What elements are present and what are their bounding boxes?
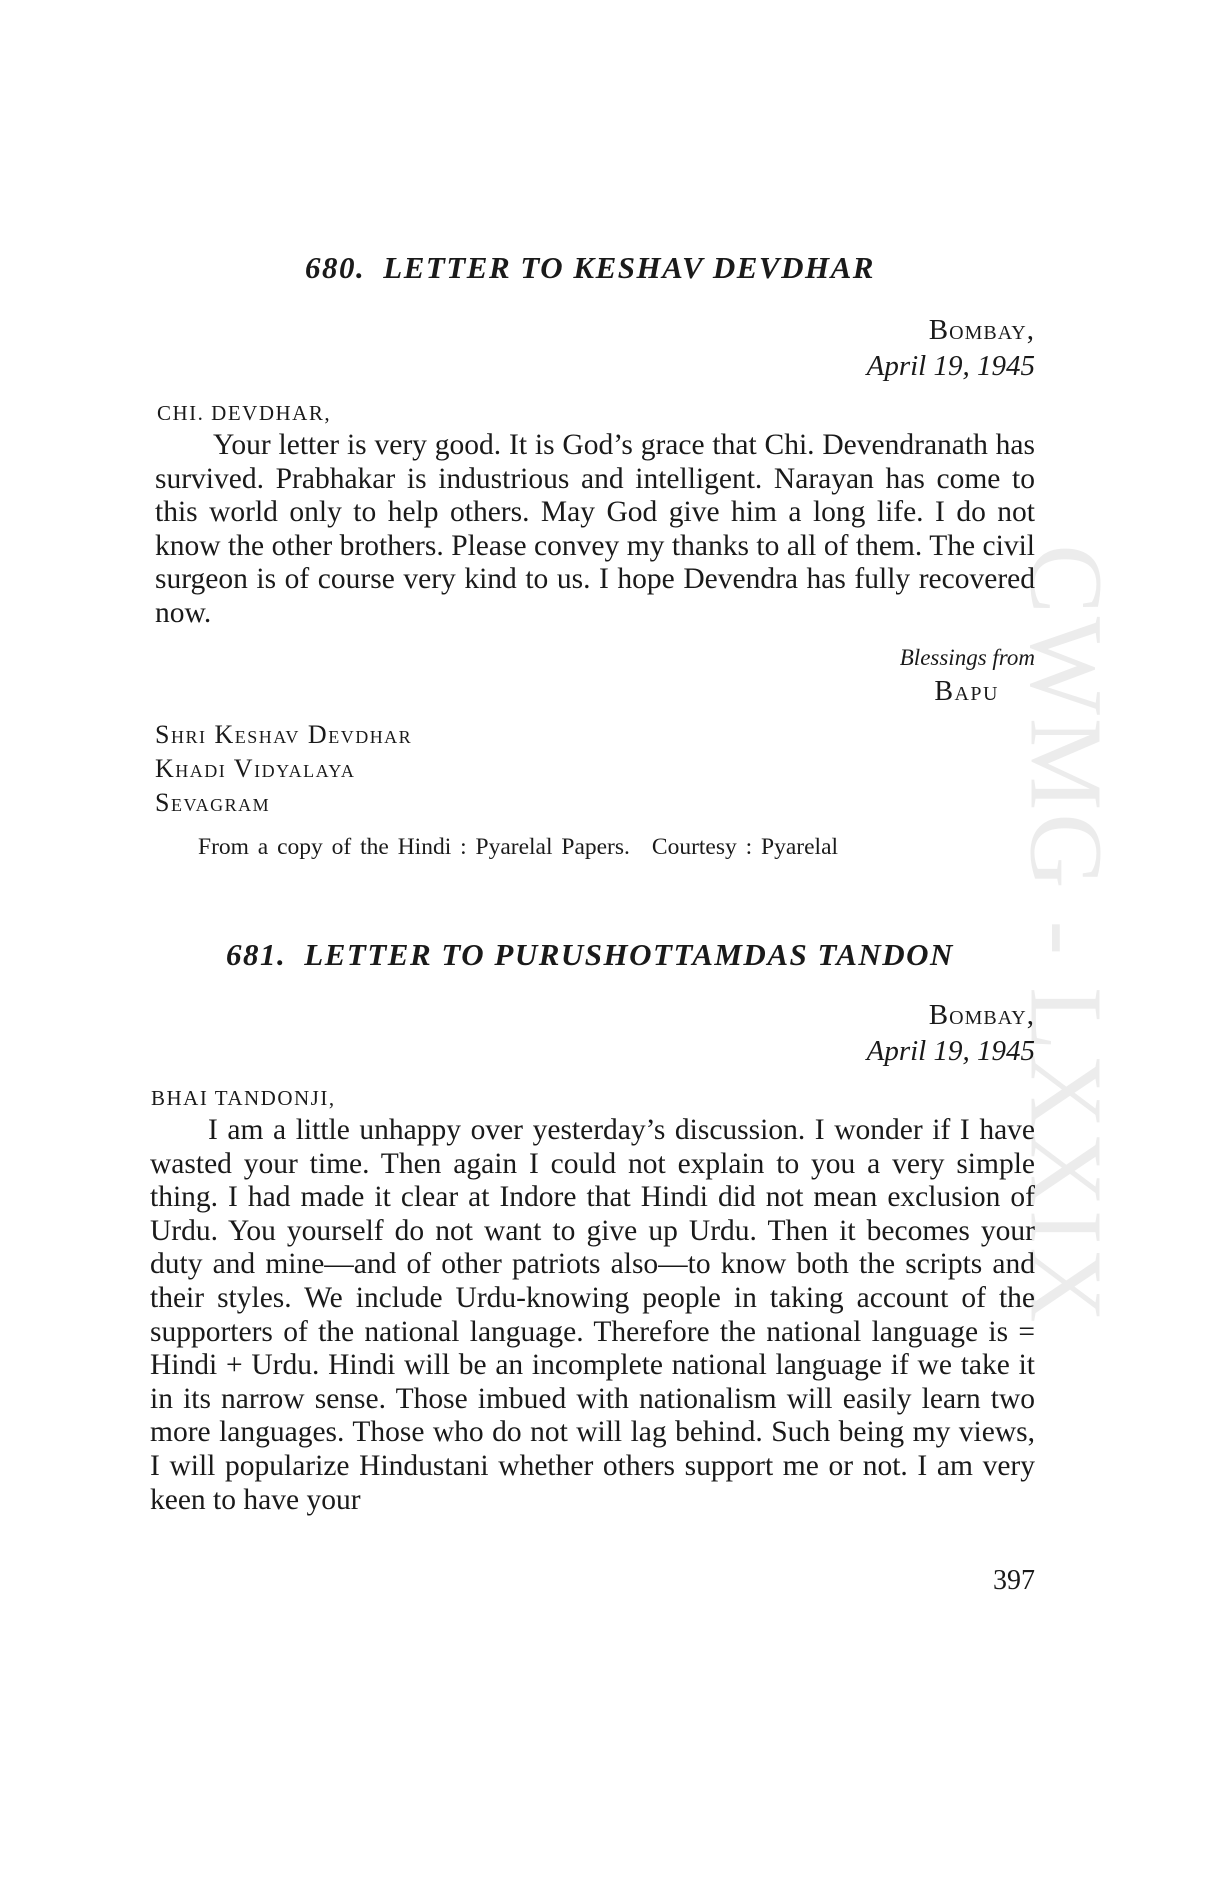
letter-681-place: Bombay, — [928, 999, 1035, 1031]
letter-680-address — [155, 718, 412, 820]
letter-680-salutation: CHI. DEVDHAR, — [157, 401, 332, 425]
letter-681-dateline — [867, 997, 1035, 1069]
letter-681-title — [150, 937, 1030, 973]
page-number: 397 — [993, 1565, 1035, 1596]
address-line: Sevagram — [155, 788, 271, 817]
letter-681-number: 681. — [226, 937, 287, 972]
letter-680-title — [150, 250, 1030, 286]
letter-680-paragraph: Your letter is very good. It is God’s grace that Chi. Devendranath has survived. Prabhakar is industrious and intelligent. Narayan has come to this world only to help others. May God give him a long life. I do not know the other brothers. Please convey my thanks to all of them. The civil surgeon is of course very kind to us. I hope Devendra has fully recovered now. — [155, 429, 1035, 629]
letter-680-dateline — [867, 312, 1035, 384]
letter-680-source — [198, 834, 838, 861]
courtesy-note: Courtesy : Pyarelal — [651, 834, 839, 860]
letter-681-heading: LETTER TO PURUSHOTTAMDAS TANDON — [304, 937, 954, 972]
address-line: Shri Keshav Devdhar — [155, 720, 413, 749]
letter-680-signature: Bapu — [934, 676, 999, 707]
letter-681-salutation: BHAI TANDONJI, — [151, 1086, 336, 1110]
letter-681-paragraph: I am a little unhappy over yesterday’s discussion. I wonder if I have wasted your time. Then again I could not explain to you a very simple thing. I had made it clear at Indore that Hindi did not mean exclusion of Urdu. You yourself do not want to give up Urdu. Then it becomes your duty and mine—and of other patriots also—to know both the scripts and their styles. We include Urdu-knowing people in taking account of the supporters of the national language. Therefore the national language is = Hindi + Urdu. Hindi will be an incomplete national language if we take it in its narrow sense. Those imbued with nationalism will easily learn two more languages. Those who do not will lag behind. Such being my views, I will popularize Hindustani whether others support me or not. I am very keen to have your — [150, 1114, 1035, 1516]
letter-680-date: April 19, 1945 — [866, 350, 1035, 382]
source-note: From a copy of the Hindi : Pyarelal Papers. — [198, 834, 630, 860]
watermark-text: CWMG - LXXIX — [1008, 544, 1124, 1326]
letter-680-place: Bombay, — [928, 314, 1035, 346]
letter-681-date: April 19, 1945 — [866, 1035, 1035, 1067]
letter-681-body — [150, 1114, 1035, 1517]
letter-680-heading: LETTER TO KESHAV DEVDHAR — [383, 250, 875, 285]
letter-680-number: 680. — [305, 250, 366, 285]
letter-680-closing: Blessings from — [899, 645, 1035, 670]
letter-680-body — [155, 429, 1035, 631]
address-line: Khadi Vidyalaya — [155, 754, 356, 783]
